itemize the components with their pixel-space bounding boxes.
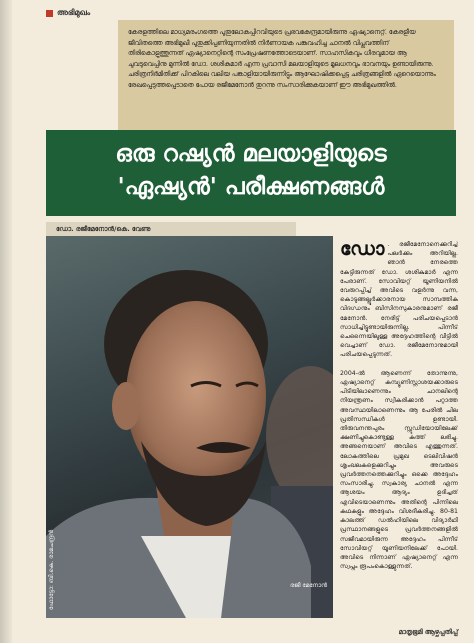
- page-gutter: [0, 0, 12, 643]
- headline-line-1: ഒരു റഷ്യൻ മലയാളിയുടെ: [115, 141, 387, 167]
- portrait-illustration: [46, 236, 333, 618]
- portrait-photo: [46, 236, 333, 618]
- article-text: . രജീമേനോനെക്കുറിച്ച് പലർക്കും അറിയില്ല. ഞാൻ നേരത്തെ കേട്ടിരുന്നത് ഡോ. ശശികുമാർ എന്ന പേരാണ്. സോവിയറ്റ് യൂണിയനിൽ വേരുറപ്പിച്ച് അവിടെ വളർന്നു വന്ന, കൊടുങ്ങല്ലൂർക്കാരനായ സാമ്പത്തിക വിദഗ്ധനും ബിസിനസുകാരനുമാണ് രജീ മേനോൻ. നേരിട്ട് പരിചയപ്പെടാൻ സാധിച്ചിട്ടുണ്ടായിരുന്നില്ല. പിന്നീട് ചെന്നൈയിലുള്ള അദ്ദേഹത്തിന്റെ വീട്ടിൽ വെച്ചാണ് ഡോ. രജീമേനോനുമായി പരിചയപ്പെടുന്നത്. 2004-ൽ ആണെന്ന് തോന്നുന്നു, ഏഷ്യാനെറ്റ് കമ്പ്യൂണിസ്റ്റാശയക്കാരുടെ പിടിയിലാണെന്നും ചാനലിന്റെ നിയന്ത്രണം സ്വീകരിക്കാൻ പറ്റാത്ത അവസ്ഥയിലാണെന്നും ആ പേരിൽ ചില പ്രതിസന്ധികൾ ഉണ്ടായി. തിരുവനന്തപുരം സ്റ്റുഡിയോയിലേക്ക് ക്ഷണിച്ചുകൊണ്ടുള്ള കത്ത് ലഭിച്ചു. അങ്ങനെയാണ് അവിടെ എത്തുന്നത്. ലോകത്തിലെ പ്രമുഖ ടെലിവിഷൻ ശൃംഖലകളെക്കുറിച്ചും അവരുടെ പ്രവർത്തനത്തെക്കുറിച്ചും ഒക്കെ അദ്ദേഹം സംസാരിച്ചു. സ്വകാര്യ ചാനൽ എന്ന ആശയം ആദ്യം ഉദിച്ചത് എവിടെയാണെന്നും അതിന്റെ പിന്നിലെ കഥകളും അദ്ദേഹം വിശദീകരിച്ചു. 80-81 കാലത്ത് ഡൽഹിയിലെ വിദ്യാർഥി പ്രസ്ഥാനങ്ങളുടെ പ്രവർത്തനങ്ങളിൽ സജീവമായിരുന്ന അദ്ദേഹം പിന്നീട് സോവിയറ്റ് യൂണിയനിലേക്ക് പോയി. അവിടെ നിന്നാണ് ഏഷ്യാനെറ്റ് എന്ന സ്വപ്നം രൂപംകൊള്ളുന്നത്.: [340, 241, 458, 571]
- photo-credit: ഫോട്ടോ: ബി.കെ. രാമചന്ദ്രൻ: [48, 529, 55, 610]
- article-body: [340, 240, 458, 610]
- article-dropcap: ഡോ: [340, 240, 385, 260]
- section-label: അഭിമുഖം: [57, 8, 91, 17]
- byline: ഡോ. രജീമേനോൻ/കെ. വേണു: [46, 222, 296, 236]
- headline: [46, 130, 456, 216]
- section-marker-icon: [46, 10, 53, 17]
- intro-text: കേരളത്തിലെ മാധ്യമരംഗത്തെ പുതുലോകപ്പിറവിയുടെ പ്രഭവകേന്ദ്രമായിരുന്നു ഏഷ്യാനെറ്റ്. കേരളീയ ജീവിതത്തെ അഭിമുഖീ പുതുക്കിപ്പണിയുന്നതിൽ നിർണായക പങ്കുവഹിച്ച ചാനൽ വിപ്ലവത്തിന് തിരികൊളുത്തുന്നത് ഏഷ്യാനെറ്റിന്റെ സംപ്രേഷണത്തോടെയാണ്. സാഹസികവും ധീരവുമായ ആ ചുവടുവെപ്പിനു മുന്നിൽ ഡോ. ശശികുമാർ എന്ന പ്രവാസി മലയാളിയുടെ മൂലധനവും ഭാവനയും ഉണ്ടായിരുന്നു. ചരിത്രനിർമിതിക്ക് പിറകിലെ വലിയ പങ്കാളിയായിരുന്നിട്ടും ആഘോഷിക്കപ്പെട്ട ചരിത്രങ്ങളിൽ ഏറെയൊന്നും രേഖപ്പെടുത്തപ്പെടാതെ പോയ രജീമേനോൻ തുറന്നു സംസാരിക്കുകയാണ് ഈ അഭിമുഖത്തിൽ.: [128, 28, 436, 89]
- publication-footer: മാതൃഭൂമി ആഴ്ചപ്പതിപ്പ്: [398, 628, 458, 636]
- headline-line-2: 'ഏഷ്യൻ' പരീക്ഷണങ്ങൾ: [117, 174, 385, 200]
- section-tag: [46, 8, 90, 18]
- intro-box: [118, 20, 454, 130]
- photo-caption: രജീ മേനോൻ: [290, 582, 328, 589]
